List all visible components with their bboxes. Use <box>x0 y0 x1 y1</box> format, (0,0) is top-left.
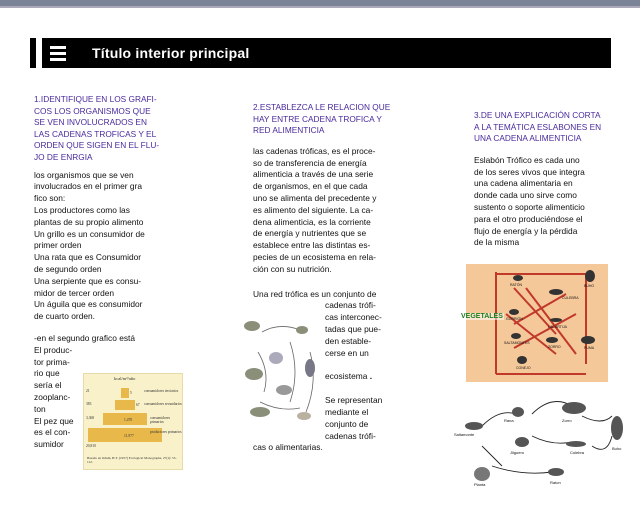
grasshopper-icon <box>465 422 483 430</box>
chain-label-saltamonte: Saltamonte <box>454 432 475 437</box>
mouse-icon <box>513 275 523 281</box>
plant-icon <box>474 467 490 481</box>
chain-label-zorro: Zorro <box>562 418 572 423</box>
pyramid-right-4: 11,977 <box>124 434 134 438</box>
snake-icon <box>549 289 563 295</box>
col1-body: los organismos que se ven involucrados en el primer gra fico son: Los productores como las plantas de su propio alimento Un grillo es un consumidor de primer orden Una rata que es Consumidor de segundo orden Una serpiente que es consu- midor de tercer orden Un águila que es consumidor de cuarto orden. <box>34 169 145 322</box>
mouse-icon <box>548 468 564 476</box>
web-label-lagartija: LAGARTIJA <box>548 325 567 329</box>
rabbit-icon <box>517 356 527 364</box>
chain-label-rana: Rana <box>504 418 514 423</box>
pyramid-label-2: consumidores secundarios <box>144 402 182 406</box>
rabbit-icon <box>297 412 311 420</box>
finch-icon <box>515 437 529 447</box>
web-label-gorrion: GORRIÓN <box>506 317 523 321</box>
chain-label-planta: Planta <box>474 482 486 487</box>
col2-red-trofica: Una red trófica es un conjunto de <box>253 288 377 299</box>
web-label-raton: RATÓN <box>510 283 522 287</box>
owl-icon <box>585 270 595 282</box>
pyramid-label-4: productores primarios <box>150 430 182 434</box>
web-label-buho: BÚHO <box>584 284 595 288</box>
title-bar-accent <box>36 38 42 68</box>
col1-heading: 1.IDENTIFIQUE EN LOS GRAFI- COS LOS ORGANISMOS QUE SE VEN INVOLUCRADOS EN LAS CADENAS TROFICAS Y EL ORDEN QUE SIGEN EN EL FLU- JO DE ENRGIA <box>34 94 160 162</box>
pyramid-right-3: 1,478 <box>124 418 133 422</box>
tree-icon <box>245 368 263 380</box>
food-web-diagram <box>461 264 608 382</box>
column-3 <box>474 110 610 249</box>
pyramid-source: Basado en Odum, H.T. (1957) Ecological Monographs, 27(1): 55-112. <box>87 456 177 464</box>
bird-icon <box>296 326 308 334</box>
col2-red-wrap: cadenas trófi- cas interconec- tadas que pue- den estable- cerse en un <box>325 300 382 358</box>
title-bar <box>30 38 611 68</box>
fox-icon <box>546 337 558 343</box>
web-label-zorro: ZORRO <box>548 345 561 349</box>
fox-icon <box>276 385 292 395</box>
pyramid-level-3 <box>115 400 135 410</box>
vegetales-label: VEGETALES <box>461 313 503 320</box>
web-arrow <box>262 326 300 332</box>
col2-body: las cadenas tróficas, es el proce- so de transferencia de energía alimenticia a través de una serie de organismos, en el que cada uno se alimenta del precedente y es alimento del siguiente. La ca- dena alimenticia, es la corriente de energía y nutrientes que se establece entre las distintas es- pecies de un ecosistema en rela- ción con su nutrición. <box>253 145 377 274</box>
pyramid-left-4: 20,810 <box>86 444 96 448</box>
plant-icon <box>244 321 260 331</box>
pyramid-level-4 <box>121 388 129 398</box>
col2-ecosystem-row: ecosistema . <box>325 371 373 382</box>
web-label-culebra: CULEBRA <box>562 296 579 300</box>
owl-icon <box>611 416 623 440</box>
web-arrow <box>582 416 612 421</box>
frog-icon <box>512 407 524 417</box>
fox-icon <box>562 402 586 414</box>
col2-represent: Se representan mediante el conjunto de cadenas trófi- <box>325 395 383 441</box>
heron-icon <box>305 359 315 377</box>
col2-ecosystem: ecosistema <box>325 371 368 382</box>
col1-second-graphic: -en el segundo grafico está <box>34 332 136 343</box>
col3-body: Eslabón Trófico es cada uno de los seres vivos que integra una cadena alimentaria en donde cada uno sirve como sustento o soporte alimenticio para el otro produciéndose el flujo de energía y la pérdida de la misma <box>474 154 585 248</box>
web-label-saltamontes: SALTAMONTES <box>504 341 530 345</box>
top-bar <box>0 0 640 8</box>
deer-icon <box>269 352 283 364</box>
web-arrow <box>492 466 552 473</box>
web-arrow <box>532 436 572 443</box>
page-title: Título interior principal <box>92 45 250 61</box>
col2-last-line: cas o alimentarias. <box>253 442 323 453</box>
pyramid-left-3: 3,368 <box>86 416 95 420</box>
chain-label-raton: Raton <box>550 480 561 485</box>
pyramid-right-1: 5 <box>130 391 132 395</box>
lizard-icon <box>550 318 562 322</box>
col2-heading: 2.ESTABLEZCA LE RELACION QUE HAY ENTRE CADENA TROFICA Y RED ALIMENTICIA <box>253 102 391 136</box>
web-arrow <box>592 436 612 449</box>
energy-pyramid-chart <box>83 373 183 470</box>
col1-wrap-text: El produc- tor prima- rio que sería el zooplanc- ton El pez que es el con- sumidor <box>34 344 74 450</box>
pyramid-left-1: 21 <box>86 389 90 393</box>
snake-icon <box>566 441 586 447</box>
grasshopper-icon <box>511 333 521 339</box>
pyramid-label-3: consumidores primarios <box>150 416 170 424</box>
web-label-conejo: CONEJO <box>516 366 531 370</box>
col3-heading: 3.DE UNA EXPLICACIÓN CORTA A LA TEMÁTICA ESLABONES EN UNA CADENA ALIMENTICIA <box>474 110 602 144</box>
hamburger-icon[interactable] <box>50 46 66 61</box>
web-arrow <box>482 446 502 466</box>
puma-icon <box>581 336 595 344</box>
web-label-puma: PUMA <box>584 346 595 350</box>
grass-icon <box>250 407 270 417</box>
pyramid-right-2: 67 <box>136 403 140 407</box>
food-chain-drawing <box>452 386 627 490</box>
pyramid-label-1: consumidores terciarios <box>144 389 179 393</box>
sparrow-icon <box>509 309 519 315</box>
chain-label-buho: Buho <box>612 446 622 451</box>
chain-label-culebra: Culebra <box>570 450 585 455</box>
web-arrow <box>290 342 295 402</box>
food-chain-illustration <box>240 312 324 430</box>
pyramid-title: kcal/m²/año <box>114 376 136 381</box>
chain-label-jilguero: Jilguero <box>510 450 525 455</box>
pyramid-left-2: 383 <box>86 402 92 406</box>
